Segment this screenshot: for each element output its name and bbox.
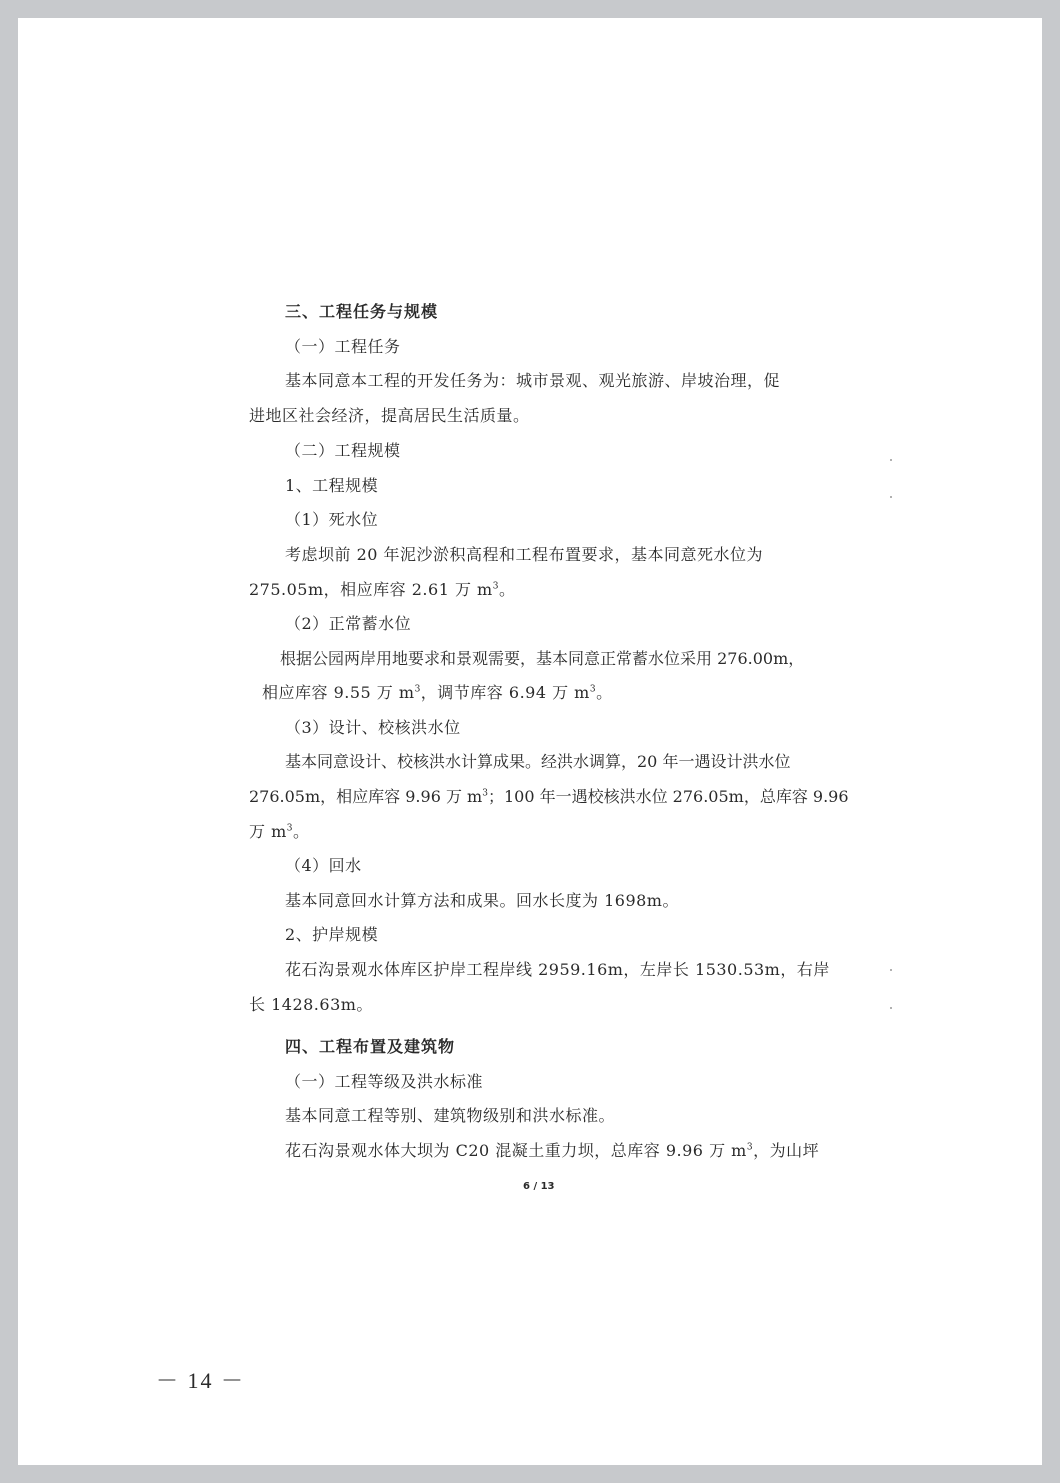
footer-page-number: － 14 －: [156, 1368, 246, 1393]
text-run: 。: [293, 822, 310, 841]
item-heading: （2）正常蓄水位: [285, 614, 412, 633]
subsection-heading: （一）工程等级及洪水标准: [285, 1072, 484, 1091]
paragraph-line: 基本同意回水计算方法和成果。回水长度为 1698m。: [285, 891, 679, 910]
paragraph-line: 考虑坝前 20 年泥沙淤积高程和工程布置要求，基本同意死水位为: [285, 545, 764, 564]
text-run: 276.05m，相应库容 9.96 万 m: [249, 787, 483, 806]
superscript: 3: [492, 581, 499, 592]
superscript: 3: [414, 684, 421, 695]
superscript: 3: [589, 684, 597, 695]
text-run: 万 m: [249, 822, 287, 841]
text-run: 花石沟景观水体大坝为 C20 混凝土重力坝，总库容 9.96 万 m: [285, 1141, 747, 1160]
paragraph-line: 基本同意设计、校核洪水计算成果。经洪水调算，20 年一遇设计洪水位: [285, 752, 791, 771]
paragraph-line: [285, 1140, 819, 1162]
text-run: ；100 年一遇校核洪水位 276.05m，总库容 9.96: [487, 787, 849, 806]
subsection-heading: （二）工程规模: [285, 441, 401, 460]
item-heading: 2、护岸规模: [285, 925, 379, 944]
section-3-heading: 三、工程任务与规模: [285, 302, 439, 321]
paragraph-line: 根据公园两岸用地要求和景观需要，基本同意正常蓄水位采用 276.00m，: [280, 649, 805, 668]
item-heading: （4）回水: [285, 856, 362, 875]
text-run: 275.05m，相应库容 2.61 万 m: [249, 580, 493, 599]
scan-speck: [890, 1007, 892, 1009]
paragraph-line: 基本同意本工程的开发任务为：城市景观、观光旅游、岸坡治理，促: [285, 371, 781, 390]
paragraph-line: 进地区社会经济，提高居民生活质量。: [249, 406, 530, 425]
text-run: 。: [498, 580, 516, 599]
scan-speck: [890, 459, 892, 461]
superscript: 3: [286, 823, 293, 834]
superscript: 3: [482, 788, 488, 799]
subsection-heading: （一）工程任务: [285, 337, 401, 356]
text-run: ，为山坪: [753, 1141, 820, 1160]
scan-speck: [890, 969, 892, 971]
section-4-heading: 四、工程布置及建筑物: [285, 1037, 456, 1056]
paragraph-line: 长 1428.63m。: [249, 995, 373, 1014]
paragraph-line: [249, 821, 310, 843]
paragraph-line: [262, 682, 613, 704]
text-run: ，调节库容 6.94 万 m: [420, 683, 590, 702]
paragraph-line: [249, 786, 849, 808]
paragraph-line: 基本同意工程等别、建筑物级别和洪水标准。: [285, 1106, 616, 1125]
item-heading: （3）设计、校核洪水位: [285, 718, 461, 737]
inner-page-number: 6 / 13: [523, 1181, 555, 1192]
item-heading: （1）死水位: [285, 510, 379, 529]
scan-speck: [890, 496, 892, 498]
superscript: 3: [746, 1142, 754, 1153]
paragraph-line: 花石沟景观水体库区护岸工程岸线 2959.16m，左岸长 1530.53m，右岸: [285, 960, 830, 979]
text-run: 。: [596, 683, 613, 702]
paragraph-line: [249, 579, 515, 601]
item-heading: 1、工程规模: [285, 476, 379, 495]
document-page: [18, 18, 1042, 1465]
text-run: 相应库容 9.55 万 m: [262, 683, 415, 702]
